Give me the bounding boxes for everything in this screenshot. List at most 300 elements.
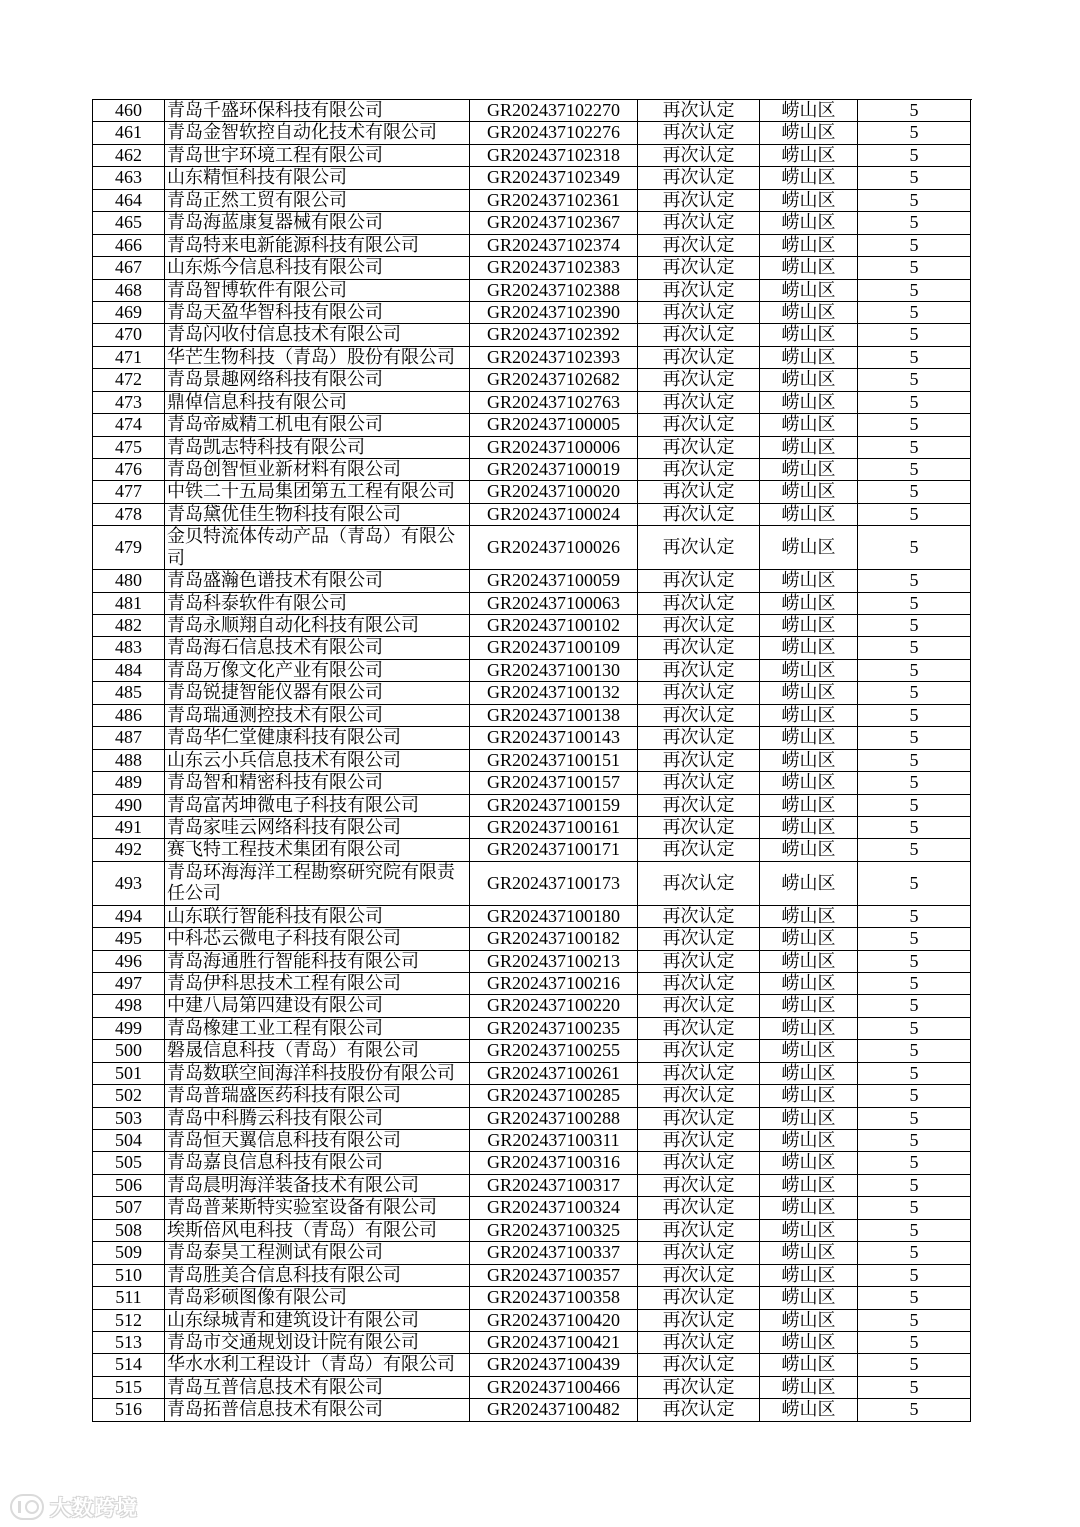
cell-value: 5 <box>858 280 971 302</box>
table-row <box>93 637 972 659</box>
cell-certificate-number: GR202437100109 <box>470 637 638 659</box>
cell-value: 5 <box>858 1332 971 1354</box>
cell-value: 5 <box>858 795 971 817</box>
cell-value: 5 <box>858 906 971 928</box>
table-row <box>93 862 972 906</box>
cell-value: 5 <box>858 705 971 727</box>
cell-certificate-number: GR202437100182 <box>470 928 638 950</box>
cell-certificate-number: GR202437100151 <box>470 750 638 772</box>
cell-certificate-number: GR202437100130 <box>470 660 638 682</box>
cell-serial-number: 497 <box>93 973 165 995</box>
table-row <box>93 906 972 928</box>
cell-company-name: 青岛万像文化产业有限公司 <box>165 660 470 682</box>
cell-value: 5 <box>858 414 971 436</box>
cell-certification-type: 再次认定 <box>638 347 760 369</box>
cell-district: 崂山区 <box>760 682 858 704</box>
cell-company-name: 鼎倬信息科技有限公司 <box>165 392 470 414</box>
cell-company-name: 山东联行智能科技有限公司 <box>165 906 470 928</box>
cell-serial-number: 471 <box>93 347 165 369</box>
cell-value: 5 <box>858 951 971 973</box>
cell-certificate-number: GR202437102763 <box>470 392 638 414</box>
cell-certificate-number: GR202437100357 <box>470 1265 638 1287</box>
cell-certification-type: 再次认定 <box>638 705 760 727</box>
cell-certification-type: 再次认定 <box>638 1287 760 1309</box>
cell-certificate-number: GR202437102383 <box>470 257 638 279</box>
cell-certification-type: 再次认定 <box>638 795 760 817</box>
cell-serial-number: 466 <box>93 235 165 257</box>
table-row <box>93 145 972 167</box>
cell-certification-type: 再次认定 <box>638 839 760 861</box>
cell-certificate-number: GR202437100421 <box>470 1332 638 1354</box>
cell-company-name: 青岛创智恒业新材料有限公司 <box>165 459 470 481</box>
cell-value: 5 <box>858 212 971 234</box>
cell-company-name: 青岛家哇云网络科技有限公司 <box>165 817 470 839</box>
cell-certification-type: 再次认定 <box>638 593 760 615</box>
cell-district: 崂山区 <box>760 951 858 973</box>
cell-serial-number: 507 <box>93 1197 165 1219</box>
cell-certification-type: 再次认定 <box>638 190 760 212</box>
cell-certificate-number: GR202437100317 <box>470 1175 638 1197</box>
cell-serial-number: 502 <box>93 1085 165 1107</box>
cell-certification-type: 再次认定 <box>638 280 760 302</box>
cell-value: 5 <box>858 1063 971 1085</box>
cell-district: 崂山区 <box>760 1018 858 1040</box>
table-row <box>93 615 972 637</box>
cell-company-name: 青岛正然工贸有限公司 <box>165 190 470 212</box>
cell-certification-type: 再次认定 <box>638 235 760 257</box>
cell-district: 崂山区 <box>760 459 858 481</box>
cell-serial-number: 469 <box>93 302 165 324</box>
cell-value: 5 <box>858 369 971 391</box>
table-row <box>93 1175 972 1197</box>
cell-district: 崂山区 <box>760 1242 858 1264</box>
cell-certificate-number: GR202437100420 <box>470 1310 638 1332</box>
cell-value: 5 <box>858 459 971 481</box>
cell-certification-type: 再次认定 <box>638 1063 760 1085</box>
cell-value: 5 <box>858 615 971 637</box>
cell-company-name: 青岛数联空间海洋科技股份有限公司 <box>165 1063 470 1085</box>
table-row <box>93 682 972 704</box>
table-row <box>93 951 972 973</box>
cell-district: 崂山区 <box>760 100 858 122</box>
table-row <box>93 167 972 189</box>
cell-certification-type: 再次认定 <box>638 257 760 279</box>
cell-company-name: 青岛盛瀚色谱技术有限公司 <box>165 570 470 592</box>
cell-certificate-number: GR202437102276 <box>470 122 638 144</box>
cell-certification-type: 再次认定 <box>638 1377 760 1399</box>
table-row <box>93 1085 972 1107</box>
table-row <box>93 727 972 749</box>
cell-company-name: 磐晟信息科技（青岛）有限公司 <box>165 1040 470 1062</box>
cell-certification-type: 再次认定 <box>638 660 760 682</box>
cell-company-name: 赛飞特工程技术集团有限公司 <box>165 839 470 861</box>
cell-district: 崂山区 <box>760 392 858 414</box>
cell-certificate-number: GR202437100171 <box>470 839 638 861</box>
table-row <box>93 1130 972 1152</box>
table-row <box>93 1220 972 1242</box>
table-row <box>93 1063 972 1085</box>
cell-value: 5 <box>858 1354 971 1376</box>
cell-certificate-number: GR202437102349 <box>470 167 638 189</box>
cell-serial-number: 478 <box>93 504 165 526</box>
cell-company-name: 山东云小兵信息技术有限公司 <box>165 750 470 772</box>
cell-district: 崂山区 <box>760 235 858 257</box>
cell-serial-number: 480 <box>93 570 165 592</box>
cell-company-name: 青岛彩硕图像有限公司 <box>165 1287 470 1309</box>
cell-certificate-number: GR202437102374 <box>470 235 638 257</box>
cell-district: 崂山区 <box>760 906 858 928</box>
cell-serial-number: 476 <box>93 459 165 481</box>
cell-serial-number: 514 <box>93 1354 165 1376</box>
cell-serial-number: 473 <box>93 392 165 414</box>
cell-certification-type: 再次认定 <box>638 570 760 592</box>
cell-certificate-number: GR202437100159 <box>470 795 638 817</box>
cell-district: 崂山区 <box>760 995 858 1017</box>
cell-serial-number: 501 <box>93 1063 165 1085</box>
cell-certificate-number: GR202437100024 <box>470 504 638 526</box>
table-row <box>93 660 972 682</box>
cell-serial-number: 506 <box>93 1175 165 1197</box>
cell-certificate-number: GR202437100020 <box>470 481 638 503</box>
cell-company-name: 青岛泰昊工程测试有限公司 <box>165 1242 470 1264</box>
cell-value: 5 <box>858 1287 971 1309</box>
cell-district: 崂山区 <box>760 973 858 995</box>
cell-company-name: 青岛闪收付信息技术有限公司 <box>165 324 470 346</box>
cell-certification-type: 再次认定 <box>638 928 760 950</box>
cell-district: 崂山区 <box>760 1063 858 1085</box>
cell-company-name: 青岛海石信息技术有限公司 <box>165 637 470 659</box>
cell-company-name: 青岛永顺翔自动化科技有限公司 <box>165 615 470 637</box>
cell-company-name: 青岛普莱斯特实验室设备有限公司 <box>165 1197 470 1219</box>
table-row <box>93 257 972 279</box>
table-row <box>93 570 972 592</box>
watermark-text: 大数跨境 <box>50 1496 138 1520</box>
cell-company-name: 中科芯云微电子科技有限公司 <box>165 928 470 950</box>
table-row <box>93 1287 972 1309</box>
cell-value: 5 <box>858 302 971 324</box>
cell-certification-type: 再次认定 <box>638 437 760 459</box>
cell-company-name: 青岛科泰软件有限公司 <box>165 593 470 615</box>
cell-certification-type: 再次认定 <box>638 1332 760 1354</box>
cell-certificate-number: GR202437100102 <box>470 615 638 637</box>
cell-company-name: 青岛金智软控自动化技术有限公司 <box>165 122 470 144</box>
cell-certification-type: 再次认定 <box>638 1197 760 1219</box>
cell-district: 崂山区 <box>760 1377 858 1399</box>
cell-serial-number: 494 <box>93 906 165 928</box>
cell-district: 崂山区 <box>760 1085 858 1107</box>
cell-company-name: 青岛锐捷智能仪器有限公司 <box>165 682 470 704</box>
cell-company-name: 金贝特流体传动产品（青岛）有限公司 <box>165 526 470 570</box>
cell-certificate-number: GR202437100180 <box>470 906 638 928</box>
cell-certification-type: 再次认定 <box>638 906 760 928</box>
cell-company-name: 青岛凯志特科技有限公司 <box>165 437 470 459</box>
cell-certification-type: 再次认定 <box>638 750 760 772</box>
table-row <box>93 1197 972 1219</box>
cell-district: 崂山区 <box>760 1220 858 1242</box>
table-row <box>93 1399 972 1421</box>
cell-certification-type: 再次认定 <box>638 459 760 481</box>
cell-serial-number: 461 <box>93 122 165 144</box>
cell-district: 崂山区 <box>760 122 858 144</box>
cell-serial-number: 505 <box>93 1152 165 1174</box>
cell-district: 崂山区 <box>760 570 858 592</box>
cell-district: 崂山区 <box>760 1265 858 1287</box>
cell-value: 5 <box>858 750 971 772</box>
table-row <box>93 414 972 436</box>
cell-district: 崂山区 <box>760 593 858 615</box>
cell-serial-number: 484 <box>93 660 165 682</box>
cell-certification-type: 再次认定 <box>638 637 760 659</box>
cell-company-name: 青岛黛优佳生物科技有限公司 <box>165 504 470 526</box>
cell-company-name: 青岛天盈华智科技有限公司 <box>165 302 470 324</box>
cell-serial-number: 504 <box>93 1130 165 1152</box>
cell-district: 崂山区 <box>760 1332 858 1354</box>
cell-district: 崂山区 <box>760 772 858 794</box>
cell-company-name: 青岛环海海洋工程勘察研究院有限责任公司 <box>165 862 470 906</box>
cell-company-name: 山东绿城青和建筑设计有限公司 <box>165 1310 470 1332</box>
cell-serial-number: 467 <box>93 257 165 279</box>
cell-value: 5 <box>858 1242 971 1264</box>
cell-certificate-number: GR202437100213 <box>470 951 638 973</box>
cell-certificate-number: GR202437100157 <box>470 772 638 794</box>
cell-certification-type: 再次认定 <box>638 1018 760 1040</box>
cell-district: 崂山区 <box>760 1310 858 1332</box>
cell-company-name: 青岛拓普信息技术有限公司 <box>165 1399 470 1421</box>
table-row <box>93 392 972 414</box>
cell-value: 5 <box>858 1310 971 1332</box>
cell-district: 崂山区 <box>760 1108 858 1130</box>
cell-company-name: 中铁二十五局集团第五工程有限公司 <box>165 481 470 503</box>
cell-certification-type: 再次认定 <box>638 1152 760 1174</box>
cell-company-name: 青岛华仁堂健康科技有限公司 <box>165 727 470 749</box>
cell-certificate-number: GR202437100138 <box>470 705 638 727</box>
cell-certification-type: 再次认定 <box>638 302 760 324</box>
cell-certificate-number: GR202437100482 <box>470 1399 638 1421</box>
cell-serial-number: 508 <box>93 1220 165 1242</box>
cell-district: 崂山区 <box>760 280 858 302</box>
cell-certification-type: 再次认定 <box>638 167 760 189</box>
cell-serial-number: 487 <box>93 727 165 749</box>
cell-certification-type: 再次认定 <box>638 392 760 414</box>
cell-value: 5 <box>858 637 971 659</box>
cell-district: 崂山区 <box>760 347 858 369</box>
cell-certification-type: 再次认定 <box>638 973 760 995</box>
cell-value: 5 <box>858 1018 971 1040</box>
cell-value: 5 <box>858 995 971 1017</box>
cell-certificate-number: GR202437100285 <box>470 1085 638 1107</box>
cell-serial-number: 516 <box>93 1399 165 1421</box>
cell-certificate-number: GR202437100059 <box>470 570 638 592</box>
cell-certificate-number: GR202437100019 <box>470 459 638 481</box>
cell-certificate-number: GR202437102392 <box>470 324 638 346</box>
cell-certification-type: 再次认定 <box>638 212 760 234</box>
cell-serial-number: 470 <box>93 324 165 346</box>
cell-value: 5 <box>858 481 971 503</box>
cell-value: 5 <box>858 1175 971 1197</box>
cell-district: 崂山区 <box>760 414 858 436</box>
cell-value: 5 <box>858 772 971 794</box>
cell-district: 崂山区 <box>760 1354 858 1376</box>
cell-company-name: 青岛中科腾云科技有限公司 <box>165 1108 470 1130</box>
cell-certificate-number: GR202437100173 <box>470 862 638 906</box>
cell-company-name: 青岛互普信息技术有限公司 <box>165 1377 470 1399</box>
table-row <box>93 1354 972 1376</box>
table-row <box>93 1310 972 1332</box>
table-row <box>93 190 972 212</box>
cell-serial-number: 485 <box>93 682 165 704</box>
cell-district: 崂山区 <box>760 504 858 526</box>
cell-value: 5 <box>858 235 971 257</box>
cell-value: 5 <box>858 682 971 704</box>
table-row <box>93 705 972 727</box>
cell-certificate-number: GR202437102270 <box>470 100 638 122</box>
cell-certificate-number: GR202437100132 <box>470 682 638 704</box>
cell-certificate-number: GR202437100439 <box>470 1354 638 1376</box>
cell-certificate-number: GR202437100325 <box>470 1220 638 1242</box>
cell-district: 崂山区 <box>760 1130 858 1152</box>
cell-company-name: 青岛千盛环保科技有限公司 <box>165 100 470 122</box>
cell-district: 崂山区 <box>760 637 858 659</box>
table-row <box>93 526 972 570</box>
cell-district: 崂山区 <box>760 190 858 212</box>
cell-value: 5 <box>858 526 971 570</box>
cell-company-name: 青岛海通胜行智能科技有限公司 <box>165 951 470 973</box>
cell-certificate-number: GR202437102388 <box>470 280 638 302</box>
cell-company-name: 山东烁今信息科技有限公司 <box>165 257 470 279</box>
cell-certificate-number: GR202437100235 <box>470 1018 638 1040</box>
cell-value: 5 <box>858 437 971 459</box>
cell-value: 5 <box>858 817 971 839</box>
table-row <box>93 795 972 817</box>
cell-district: 崂山区 <box>760 1040 858 1062</box>
cell-company-name: 青岛伊科思技术工程有限公司 <box>165 973 470 995</box>
cell-certification-type: 再次认定 <box>638 951 760 973</box>
cell-district: 崂山区 <box>760 1399 858 1421</box>
cell-certification-type: 再次认定 <box>638 1130 760 1152</box>
cell-serial-number: 492 <box>93 839 165 861</box>
cell-district: 崂山区 <box>760 862 858 906</box>
table-row <box>93 839 972 861</box>
cell-value: 5 <box>858 392 971 414</box>
cell-certification-type: 再次认定 <box>638 369 760 391</box>
cell-district: 崂山区 <box>760 660 858 682</box>
cell-certificate-number: GR202437100005 <box>470 414 638 436</box>
cell-certificate-number: GR202437102367 <box>470 212 638 234</box>
cell-certification-type: 再次认定 <box>638 145 760 167</box>
table-row <box>93 481 972 503</box>
cell-company-name: 青岛智博软件有限公司 <box>165 280 470 302</box>
cell-serial-number: 472 <box>93 369 165 391</box>
cell-certification-type: 再次认定 <box>638 862 760 906</box>
cell-district: 崂山区 <box>760 839 858 861</box>
cell-company-name: 青岛富芮坤微电子科技有限公司 <box>165 795 470 817</box>
cell-certification-type: 再次认定 <box>638 1040 760 1062</box>
cell-serial-number: 488 <box>93 750 165 772</box>
cell-serial-number: 510 <box>93 1265 165 1287</box>
cell-value: 5 <box>858 1197 971 1219</box>
cell-company-name: 青岛恒天翼信息科技有限公司 <box>165 1130 470 1152</box>
cell-certification-type: 再次认定 <box>638 1175 760 1197</box>
cell-value: 5 <box>858 1085 971 1107</box>
cell-certificate-number: GR202437100337 <box>470 1242 638 1264</box>
table-row <box>93 280 972 302</box>
cell-value: 5 <box>858 973 971 995</box>
table-row <box>93 437 972 459</box>
table-row <box>93 1040 972 1062</box>
cell-certificate-number: GR202437102682 <box>470 369 638 391</box>
table-row <box>93 1018 972 1040</box>
cell-value: 5 <box>858 167 971 189</box>
table-row <box>93 459 972 481</box>
table-row <box>93 235 972 257</box>
cell-serial-number: 495 <box>93 928 165 950</box>
table-row <box>93 973 972 995</box>
table-row <box>93 212 972 234</box>
table-row <box>93 1377 972 1399</box>
table-row <box>93 928 972 950</box>
cell-value: 5 <box>858 100 971 122</box>
cell-company-name: 青岛海蓝康复器械有限公司 <box>165 212 470 234</box>
cell-company-name: 青岛智和精密科技有限公司 <box>165 772 470 794</box>
cell-serial-number: 464 <box>93 190 165 212</box>
cell-certificate-number: GR202437100006 <box>470 437 638 459</box>
cell-district: 崂山区 <box>760 615 858 637</box>
table-row <box>93 1108 972 1130</box>
cell-company-name: 华水水利工程设计（青岛）有限公司 <box>165 1354 470 1376</box>
cell-value: 5 <box>858 1220 971 1242</box>
cell-serial-number: 482 <box>93 615 165 637</box>
cell-serial-number: 481 <box>93 593 165 615</box>
cell-certificate-number: GR202437100063 <box>470 593 638 615</box>
cell-certification-type: 再次认定 <box>638 682 760 704</box>
cell-certification-type: 再次认定 <box>638 995 760 1017</box>
cell-serial-number: 462 <box>93 145 165 167</box>
cell-serial-number: 513 <box>93 1332 165 1354</box>
cell-serial-number: 468 <box>93 280 165 302</box>
table-row <box>93 1152 972 1174</box>
cell-serial-number: 489 <box>93 772 165 794</box>
cell-serial-number: 475 <box>93 437 165 459</box>
cell-certificate-number: GR202437100324 <box>470 1197 638 1219</box>
cell-serial-number: 483 <box>93 637 165 659</box>
cell-district: 崂山区 <box>760 302 858 324</box>
cell-serial-number: 486 <box>93 705 165 727</box>
cell-district: 崂山区 <box>760 817 858 839</box>
cell-serial-number: 496 <box>93 951 165 973</box>
table-row <box>93 1265 972 1287</box>
cell-certificate-number: GR202437102390 <box>470 302 638 324</box>
cell-certification-type: 再次认定 <box>638 727 760 749</box>
cell-district: 崂山区 <box>760 369 858 391</box>
cell-company-name: 山东精恒科技有限公司 <box>165 167 470 189</box>
cell-value: 5 <box>858 570 971 592</box>
cell-serial-number: 515 <box>93 1377 165 1399</box>
cell-certification-type: 再次认定 <box>638 1399 760 1421</box>
watermark <box>10 1491 138 1523</box>
cell-value: 5 <box>858 1265 971 1287</box>
cell-certificate-number: GR202437100255 <box>470 1040 638 1062</box>
cell-certification-type: 再次认定 <box>638 1220 760 1242</box>
cell-district: 崂山区 <box>760 928 858 950</box>
table-row <box>93 369 972 391</box>
cell-value: 5 <box>858 257 971 279</box>
cell-company-name: 青岛世宇环境工程有限公司 <box>165 145 470 167</box>
cell-district: 崂山区 <box>760 324 858 346</box>
table-row <box>93 122 972 144</box>
cell-company-name: 青岛帝威精工机电有限公司 <box>165 414 470 436</box>
cell-value: 5 <box>858 1040 971 1062</box>
cell-certificate-number: GR202437102318 <box>470 145 638 167</box>
